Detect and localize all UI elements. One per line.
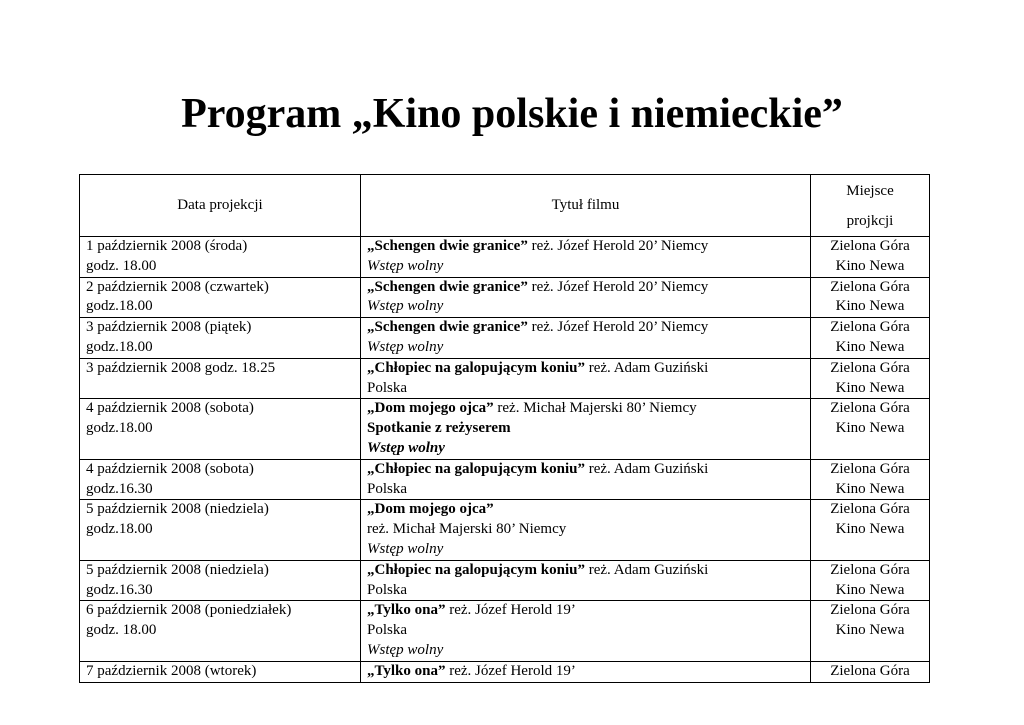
place-venue: Kino Newa	[835, 257, 905, 274]
place-city: Zielona Góra	[830, 460, 910, 477]
place-venue: Kino Newa	[835, 379, 905, 396]
film-title: „Dom mojego ojca”	[367, 501, 494, 518]
film-country: Polska	[367, 480, 408, 497]
film-line	[367, 601, 810, 621]
date-line: 4 październik 2008 (sobota)	[86, 460, 254, 477]
film-title: „Chłopiec na galopującym koniu”	[367, 460, 585, 477]
header-date: Data projekcji	[80, 175, 361, 237]
film-line	[367, 460, 810, 480]
place-city: Zielona Góra	[830, 400, 910, 417]
header-place-line2: projkcji	[846, 212, 894, 229]
date-line: 7 październik 2008 (wtorek)	[86, 662, 257, 679]
film-details: reż. Józef Herold 19’	[445, 602, 576, 619]
table-row	[80, 560, 930, 601]
date-cell	[80, 560, 361, 601]
date-cell	[80, 277, 361, 318]
film-details: reż. Michał Majerski 80’ Niemcy	[367, 521, 567, 538]
film-line	[367, 318, 810, 338]
film-details: reż. Adam Guziński	[584, 561, 709, 578]
film-cell	[361, 560, 811, 601]
date-cell	[80, 661, 361, 682]
table-row	[80, 399, 930, 459]
time-line: godz. 18.00	[86, 622, 157, 639]
place-cell	[811, 601, 930, 661]
place-city: Zielona Góra	[830, 501, 910, 518]
table-row	[80, 661, 930, 682]
place-cell	[811, 318, 930, 359]
place-venue: Kino Newa	[835, 622, 905, 639]
date-cell	[80, 500, 361, 560]
film-title: „Schengen dwie granice”	[367, 278, 528, 295]
place-cell	[811, 237, 930, 278]
place-venue: Kino Newa	[835, 338, 905, 355]
place-city: Zielona Góra	[830, 359, 910, 376]
time-line: godz.18.00	[86, 521, 153, 538]
film-line	[367, 237, 810, 257]
date-line: 1 październik 2008 (środa)	[86, 238, 248, 254]
table-row	[80, 277, 930, 318]
film-title: „Chłopiec na galopującym koniu”	[367, 561, 585, 578]
film-details: reż. Adam Guziński	[584, 460, 709, 477]
entry-note: Wstęp wolny	[367, 298, 444, 315]
film-title: „Tylko ona”	[367, 602, 446, 619]
film-line	[367, 561, 810, 581]
film-title: „Schengen dwie granice”	[367, 238, 528, 254]
place-cell	[811, 560, 930, 601]
film-title: „Chłopiec na galopującym koniu”	[367, 359, 585, 376]
film-details: reż. Michał Majerski 80’ Niemcy	[493, 400, 697, 417]
date-cell	[80, 358, 361, 399]
table-row	[80, 459, 930, 500]
date-line: 5 październik 2008 (niedziela)	[86, 561, 269, 578]
table-row	[80, 318, 930, 359]
film-details: reż. Józef Herold 20’ Niemcy	[527, 238, 709, 254]
film-cell	[361, 237, 811, 278]
film-line	[367, 662, 810, 682]
date-line: 4 październik 2008 (sobota)	[86, 400, 254, 417]
film-details: reż. Adam Guziński	[584, 359, 709, 376]
film-cell	[361, 399, 811, 459]
film-cell	[361, 459, 811, 500]
place-city: Zielona Góra	[830, 561, 910, 578]
entry-note: Wstęp wolny	[367, 641, 444, 658]
film-line	[367, 359, 810, 379]
place-venue: Kino Newa	[835, 420, 905, 437]
film-line	[367, 399, 810, 419]
place-cell	[811, 500, 930, 560]
place-cell	[811, 661, 930, 682]
film-title: „Dom mojego ojca”	[367, 400, 494, 417]
date-cell	[80, 459, 361, 500]
table-row	[80, 500, 930, 560]
time-line: godz.18.00	[86, 420, 153, 437]
screening-schedule-table	[79, 174, 930, 683]
date-cell	[80, 601, 361, 661]
place-venue: Kino Newa	[835, 581, 905, 598]
entry-note: Wstęp wolny	[367, 540, 444, 557]
time-line: godz.16.30	[86, 480, 153, 497]
film-title: „Schengen dwie granice”	[367, 319, 528, 336]
time-line: godz.16.30	[86, 581, 153, 598]
place-city: Zielona Góra	[830, 319, 910, 336]
meeting-note: Spotkanie z reżyserem	[367, 420, 511, 437]
place-cell	[811, 358, 930, 399]
time-line: godz.18.00	[86, 338, 153, 355]
place-city: Zielona Góra	[830, 602, 910, 619]
place-city: Zielona Góra	[830, 278, 910, 295]
film-line	[367, 278, 810, 298]
film-country: Polska	[367, 581, 408, 598]
table-body	[80, 237, 930, 683]
entry-note: Wstęp wolny	[367, 257, 444, 274]
header-film: Tytuł filmu	[361, 175, 811, 237]
place-venue: Kino Newa	[835, 298, 905, 315]
entry-note: Wstęp wolny	[367, 338, 444, 355]
place-cell	[811, 277, 930, 318]
header-row	[80, 175, 930, 237]
film-details: reż. Józef Herold 19’	[445, 662, 576, 679]
date-line: 6 październik 2008 (poniedziałek)	[86, 602, 292, 619]
film-cell	[361, 601, 811, 661]
table-row	[80, 601, 930, 661]
film-country: Polska	[367, 379, 408, 396]
date-line: 5 październik 2008 (niedziela)	[86, 501, 269, 518]
place-venue: Kino Newa	[835, 521, 905, 538]
table-row	[80, 237, 930, 278]
place-city: Zielona Góra	[830, 662, 910, 679]
film-cell	[361, 500, 811, 560]
film-title: „Tylko ona”	[367, 662, 446, 679]
date-line: 3 październik 2008 (piątek)	[86, 319, 252, 336]
time-line: godz. 18.00	[86, 257, 157, 274]
place-cell	[811, 399, 930, 459]
place-city: Zielona Góra	[830, 238, 910, 254]
film-details: reż. Józef Herold 20’ Niemcy	[527, 319, 709, 336]
page-title: Program „Kino polskie i niemieckie”	[181, 91, 843, 137]
entry-note: Wstęp wolny	[367, 439, 445, 456]
table-row	[80, 358, 930, 399]
film-cell	[361, 358, 811, 399]
date-cell	[80, 237, 361, 278]
time-line: godz.18.00	[86, 298, 153, 315]
film-country: Polska	[367, 622, 408, 639]
place-cell	[811, 459, 930, 500]
header-place-line1: Miejsce	[846, 182, 894, 199]
date-line: 2 październik 2008 (czwartek)	[86, 278, 269, 295]
date-cell	[80, 318, 361, 359]
date-cell	[80, 399, 361, 459]
date-line: 3 październik 2008 godz. 18.25	[86, 359, 276, 376]
place-venue: Kino Newa	[835, 480, 905, 497]
film-cell	[361, 318, 811, 359]
table-header	[80, 175, 930, 237]
film-cell	[361, 277, 811, 318]
film-cell	[361, 661, 811, 682]
header-place	[811, 175, 930, 237]
film-details: reż. Józef Herold 20’ Niemcy	[527, 278, 709, 295]
